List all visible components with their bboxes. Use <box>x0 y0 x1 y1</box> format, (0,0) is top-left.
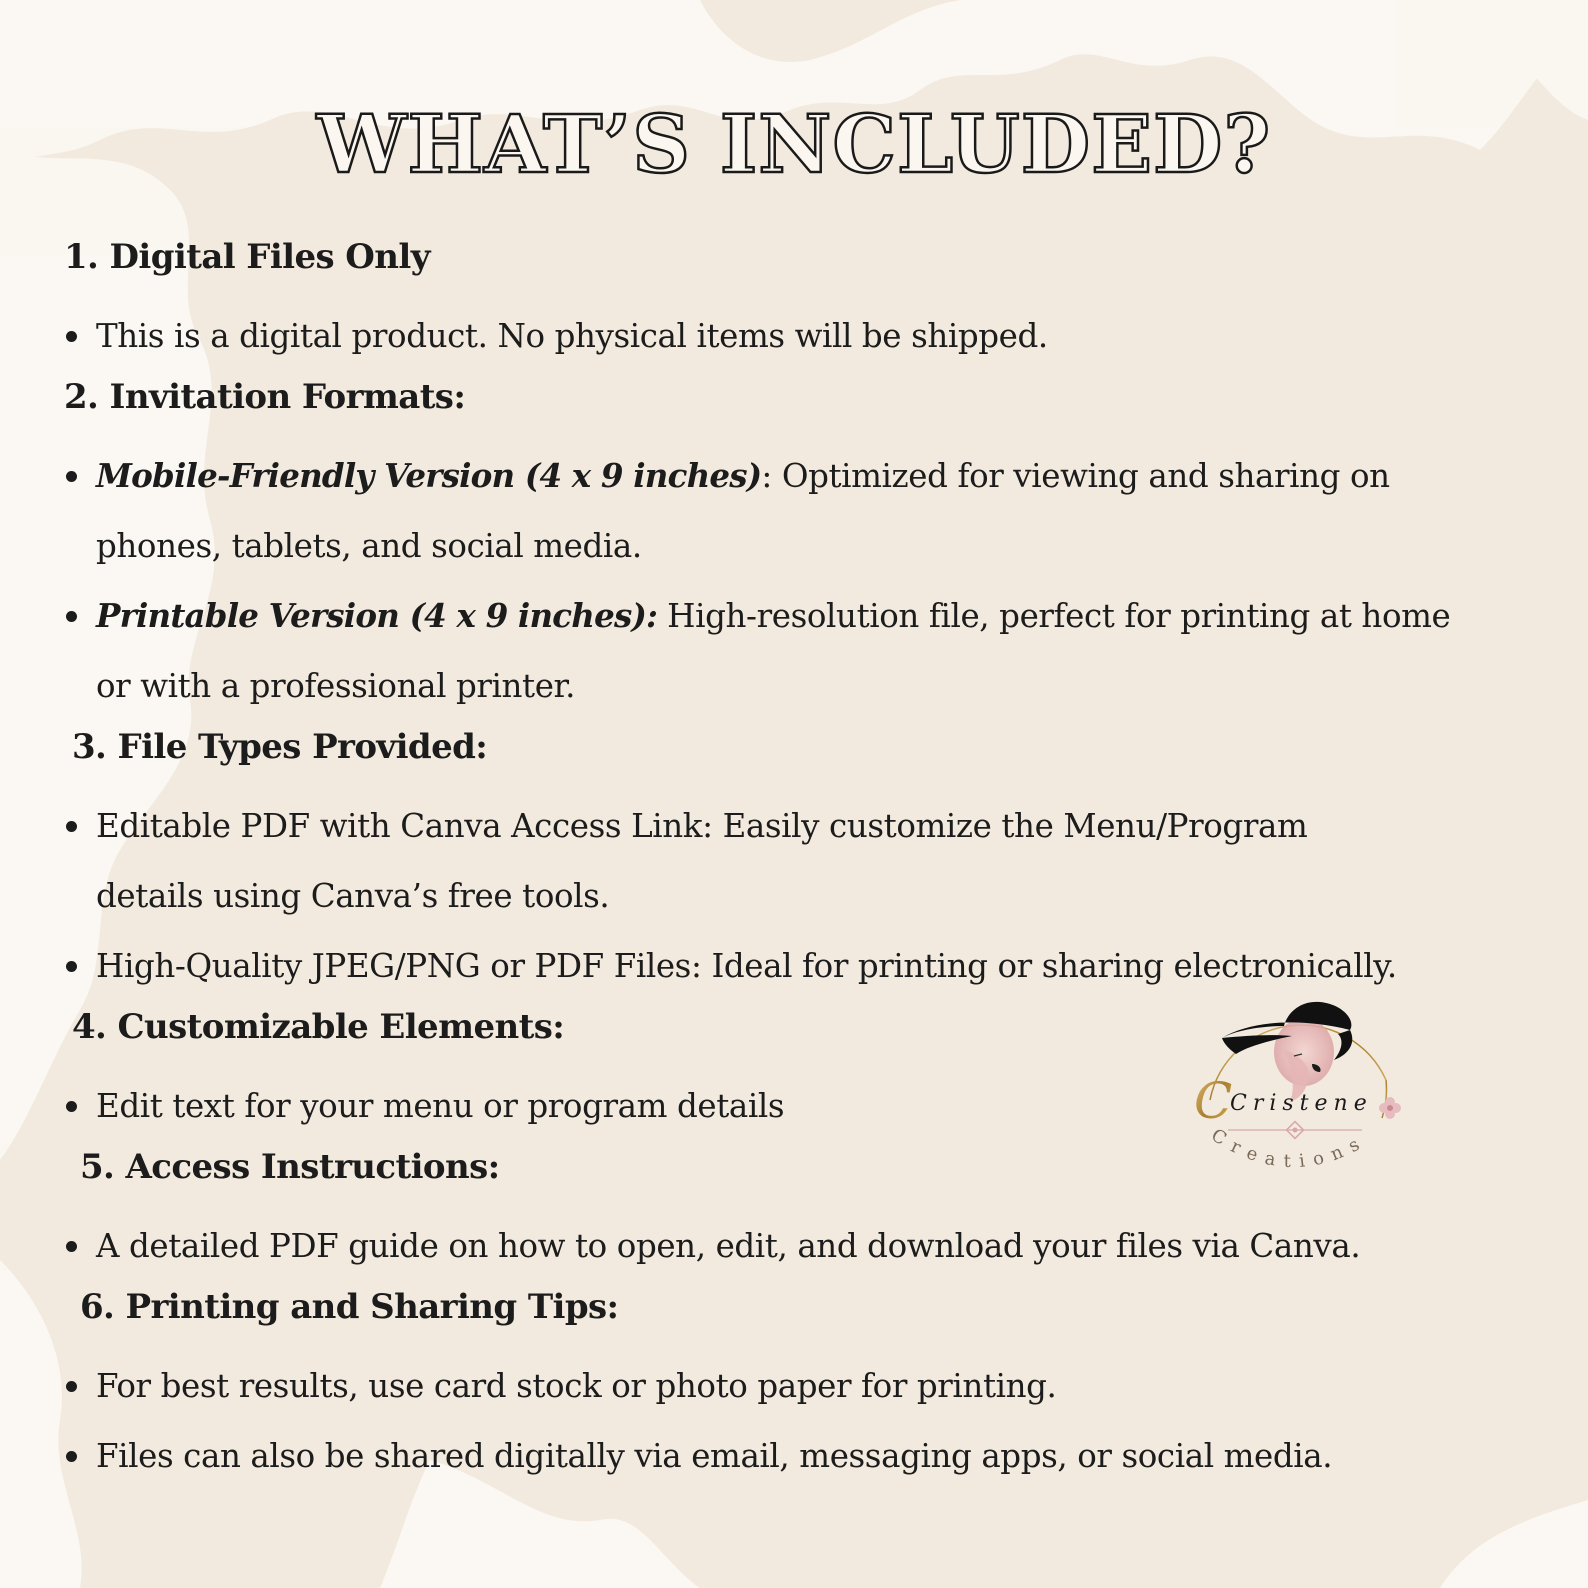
list-item-text: phones, tablets, and social media. <box>96 527 642 565</box>
list-item <box>64 441 1569 581</box>
content <box>64 231 1569 1491</box>
list-item-text: This is a digital product. No physical items will be shipped. <box>96 317 1048 355</box>
list-item-text: A detailed PDF guide on how to open, edit, and download your files via Canva. <box>96 1227 1361 1265</box>
section-heading: 5. Access Instructions: <box>80 1147 500 1187</box>
list-item-text: details using Canva’s free tools. <box>96 877 610 915</box>
bullet-dot <box>66 1381 77 1392</box>
list-item-text: High-Quality JPEG/PNG or PDF Files: Ideal for printing or sharing electronically. <box>96 947 1397 985</box>
logo-initial: C <box>1194 1072 1233 1130</box>
logo-name: Cristene <box>1230 1091 1373 1116</box>
list-item-text: For best results, use card stock or photo paper for printing. <box>96 1367 1057 1405</box>
list-item <box>64 1211 1569 1281</box>
section-heading: 6. Printing and Sharing Tips: <box>80 1287 619 1327</box>
list-item <box>64 581 1569 721</box>
list-item-text: or with a professional printer. <box>96 667 576 705</box>
section-heading: 1. Digital Files Only <box>64 237 430 277</box>
list-item-text: Files can also be shared digitally via email, messaging apps, or social media. <box>96 1437 1333 1475</box>
format-description: : Optimized for viewing and sharing on <box>761 457 1390 495</box>
logo-sub: Creations <box>1207 1124 1372 1173</box>
section-heading: 2. Invitation Formats: <box>64 377 466 417</box>
page-title: WHAT’S INCLUDED? <box>316 97 1272 191</box>
list-item-line <box>96 581 1569 651</box>
bullet-dot <box>66 331 77 342</box>
bullet-dot <box>66 1241 77 1252</box>
section-heading: 3. File Types Provided: <box>72 727 488 767</box>
list-item-line <box>96 441 1569 511</box>
list-item <box>64 301 1569 371</box>
bullet-dot <box>66 821 77 832</box>
lady-with-hat-icon <box>1222 1002 1352 1102</box>
bullet-dot <box>66 611 77 622</box>
bullet-dot <box>66 1451 77 1462</box>
format-name: Printable Version (4 x 9 inches): <box>96 596 658 635</box>
bullet-dot <box>66 961 77 972</box>
format-description: High-resolution file, perfect for printing at home <box>657 597 1451 635</box>
brand-logo <box>1192 990 1414 1200</box>
list-item <box>64 1351 1569 1421</box>
list-item-text: Editable PDF with Canva Access Link: Easily customize the Menu/Program <box>96 807 1308 845</box>
bullet-dot <box>66 471 77 482</box>
format-name: Mobile-Friendly Version (4 x 9 inches) <box>96 456 762 495</box>
list-item <box>64 1421 1569 1491</box>
section-heading: 4. Customizable Elements: <box>72 1007 565 1047</box>
bullet-dot <box>66 1101 77 1112</box>
list-item <box>64 791 1569 931</box>
list-item-text: Edit text for your menu or program details <box>96 1087 785 1125</box>
